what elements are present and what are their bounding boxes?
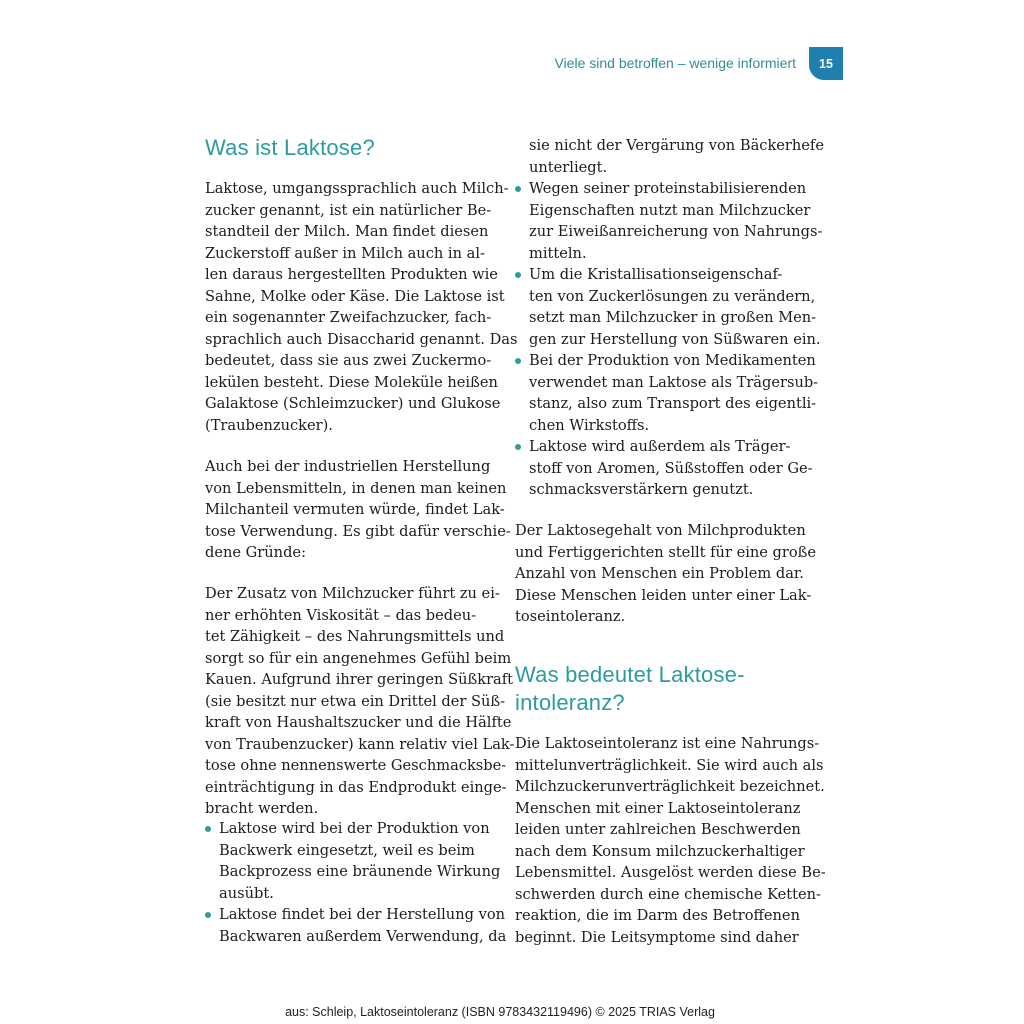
paragraph-line: Lebensmittel. Ausgelöst werden diese Be- bbox=[515, 864, 826, 881]
section-heading-line: Was bedeutet Laktose- bbox=[515, 662, 745, 687]
bullet-item-line: ten von Zuckerlösungen zu verändern, bbox=[529, 287, 816, 305]
paragraph-line: Milchanteil vermuten würde, findet Lak- bbox=[205, 501, 505, 518]
paragraph-line: schwerden durch eine chemische Ketten- bbox=[515, 885, 821, 903]
bullet-dot bbox=[515, 444, 521, 450]
paragraph-line: zucker genannt, ist ein natürlicher Be- bbox=[205, 201, 492, 219]
paragraph-line: von Traubenzucker) kann relativ viel Lak- bbox=[205, 735, 515, 753]
paragraph-line: lekülen besteht. Diese Moleküle heißen bbox=[205, 373, 498, 391]
paragraph-line: einträchtigung in das Endprodukt einge- bbox=[205, 778, 507, 796]
paragraph-line: sorgt so für ein angenehmes Gefühl beim bbox=[205, 649, 512, 667]
bullet-item-line: chen Wirkstoffs. bbox=[529, 416, 650, 434]
bullet-dot bbox=[515, 272, 521, 278]
paragraph-line: von Lebensmitteln, in denen man keinen bbox=[205, 479, 507, 497]
bullet-item-line: Backprozess eine bräunende Wirkung bbox=[219, 863, 501, 880]
paragraph-line: leiden unter zahlreichen Beschwerden bbox=[515, 821, 801, 838]
paragraph-line: ner erhöhten Viskosität – das bedeu- bbox=[205, 606, 477, 624]
paragraph-line: tose Verwendung. Es gibt dafür verschie- bbox=[205, 522, 511, 540]
paragraph-line: reaktion, die im Darm des Betroffenen bbox=[515, 907, 800, 924]
running-header-title: Viele sind betroffen – wenige informiert bbox=[554, 55, 796, 71]
bullet-dot bbox=[515, 358, 521, 364]
paragraph-line: Menschen mit einer Laktoseintoleranz bbox=[515, 799, 801, 817]
bullet-item-line: schmacksverstärkern genutzt. bbox=[529, 481, 754, 498]
bullet-item-line: Laktose wird außerdem als Träger- bbox=[529, 438, 791, 455]
page-number-badge bbox=[809, 47, 843, 80]
paragraph-line: Kauen. Aufgrund ihrer geringen Süßkraft bbox=[205, 671, 514, 688]
bullet-item-line: verwendet man Laktose als Trägersub- bbox=[529, 373, 819, 391]
bullet-item-line: setzt man Milchzucker in großen Men- bbox=[529, 309, 817, 326]
paragraph-line: und Fertiggerichten stellt für eine große bbox=[515, 543, 817, 561]
bullet-item-line: Laktose wird bei der Produktion von bbox=[219, 820, 490, 837]
paragraph-line: (sie besitzt nur etwa ein Drittel der Süß- bbox=[205, 692, 506, 710]
paragraph-line: ein sogenannter Zweifachzucker, fach- bbox=[205, 309, 492, 326]
page-number: 15 bbox=[819, 56, 833, 71]
paragraph-line: bracht werden. bbox=[205, 800, 319, 817]
bullet-dot bbox=[205, 826, 211, 832]
bullet-item-line: zur Eiweißanreicherung von Nahrungs- bbox=[529, 223, 823, 240]
paragraph-line: beginnt. Die Leitsymptome sind daher bbox=[515, 928, 799, 946]
section-heading: Was ist Laktose? bbox=[205, 135, 375, 160]
paragraph-line: Zuckerstoff außer in Milch auch in al- bbox=[205, 244, 485, 262]
paragraph-line: Der Laktosegehalt von Milchprodukten bbox=[515, 522, 806, 539]
paragraph-line: Galaktose (Schleimzucker) und Glukose bbox=[205, 395, 501, 412]
paragraph-line: tose ohne nennenswerte Geschmacksbe- bbox=[205, 757, 507, 774]
bullet-item-line: Eigenschaften nutzt man Milchzucker bbox=[529, 201, 811, 219]
paragraph-line: Laktose, umgangssprachlich auch Milch- bbox=[205, 180, 509, 197]
bullet-item-line: Um die Kristallisationseigenschaf- bbox=[529, 266, 783, 283]
paragraph-line: Sahne, Molke oder Käse. Die Laktose ist bbox=[205, 287, 505, 305]
paragraph-line: sprachlich auch Disaccharid genannt. Das bbox=[205, 330, 518, 348]
bullet-item-line: Backwaren außerdem Verwendung, da bbox=[219, 927, 507, 945]
paragraph-line: sie nicht der Vergärung von Bäckerhefe bbox=[529, 137, 824, 154]
bullet-dot bbox=[515, 186, 521, 192]
paragraph-line: dene Gründe: bbox=[205, 544, 306, 561]
bullet-item-line: stoff von Aromen, Süßstoffen oder Ge- bbox=[529, 459, 813, 477]
bullet-item-line: Laktose findet bei der Herstellung von bbox=[219, 906, 506, 923]
paragraph-line: len daraus hergestellten Produkten wie bbox=[205, 266, 498, 283]
bullet-item-line: Bei der Produktion von Medikamenten bbox=[529, 352, 816, 369]
bullet-item-line: mitteln. bbox=[529, 244, 587, 262]
paragraph-line: Anzahl von Menschen ein Problem dar. bbox=[515, 565, 804, 582]
paragraph-line: Auch bei der industriellen Herstellung bbox=[205, 458, 491, 475]
paragraph-line: tet Zähigkeit – des Nahrungsmittels und bbox=[205, 628, 505, 645]
bullet-item-line: gen zur Herstellung von Süßwaren ein. bbox=[529, 330, 821, 348]
paragraph-line: Milchzuckerunverträglichkeit bezeichnet. bbox=[515, 778, 825, 795]
paragraph-line: unterliegt. bbox=[529, 158, 608, 176]
paragraph-line: nach dem Konsum milchzuckerhaltiger bbox=[515, 842, 805, 860]
paragraph-line: Diese Menschen leiden unter einer Lak- bbox=[515, 586, 812, 604]
bullet-item-line: Backwerk eingesetzt, weil es beim bbox=[219, 841, 475, 859]
paragraph-line: mittelunverträglichkeit. Sie wird auch als bbox=[515, 756, 824, 774]
paragraph-line: toseintoleranz. bbox=[515, 608, 626, 625]
paragraph-line: (Traubenzucker). bbox=[205, 416, 333, 434]
paragraph-line: standteil der Milch. Man findet diesen bbox=[205, 223, 489, 240]
source-footer: aus: Schleip, Laktoseintoleranz (ISBN 9783432119496) © 2025 TRIAS Verlag bbox=[285, 1005, 715, 1019]
paragraph-line: Der Zusatz von Milchzucker führt zu ei- bbox=[205, 585, 500, 602]
bullet-item-line: ausübt. bbox=[219, 884, 274, 902]
paragraph-line: bedeutet, dass sie aus zwei Zuckermo- bbox=[205, 352, 492, 369]
bullet-item-line: stanz, also zum Transport des eigentli- bbox=[529, 395, 817, 412]
paragraph-line: kraft von Haushaltszucker und die Hälfte bbox=[205, 714, 512, 731]
bullet-dot bbox=[205, 912, 211, 918]
paragraph-line: Die Laktoseintoleranz ist eine Nahrungs- bbox=[515, 735, 820, 752]
bullet-item-line: Wegen seiner proteinstabilisierenden bbox=[529, 180, 807, 197]
section-heading-line: intoleranz? bbox=[515, 690, 625, 715]
